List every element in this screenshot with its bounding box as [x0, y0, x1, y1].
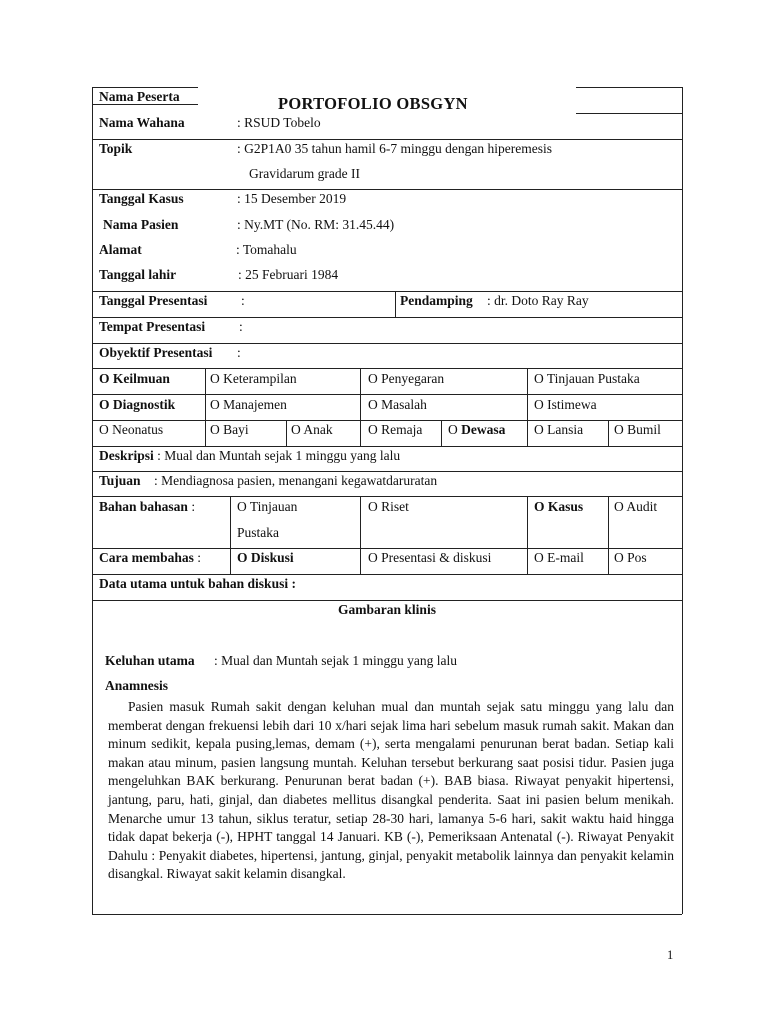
page-number: 1	[667, 948, 674, 962]
table-border-right	[682, 87, 683, 914]
option-manajemen[interactable]: O Manajemen	[210, 397, 287, 412]
page-title: PORTOFOLIO OBSGYN	[278, 94, 468, 113]
tempat-presentasi-value: :	[239, 319, 243, 334]
option-diagnostik[interactable]: O Diagnostik	[99, 397, 176, 412]
option-neonatus[interactable]: O Neonatus	[99, 422, 164, 437]
option-kasus[interactable]: O Kasus	[534, 499, 584, 514]
nama-peserta-label: Nama Peserta	[99, 89, 180, 104]
nama-wahana-label: Nama Wahana	[99, 115, 185, 130]
tanggal-lahir-label: Tanggal lahir	[99, 267, 177, 282]
deskripsi-label: Deskripsi	[99, 448, 154, 463]
tujuan-label: Tujuan	[99, 473, 141, 488]
obyektif-presentasi-label: Obyektif Presentasi	[99, 345, 213, 360]
option-keilmuan[interactable]: O Keilmuan	[99, 371, 170, 386]
tanggal-kasus-label: Tanggal Kasus	[99, 191, 184, 206]
tujuan-value: : Mendiagnosa pasien, menangani kegawatdaruratan	[154, 473, 438, 488]
option-tinjauan-pustaka-line2: Pustaka	[237, 525, 279, 540]
deskripsi-value: : Mual dan Muntah sejak 1 minggu yang lalu	[157, 448, 401, 463]
top-line-left	[92, 87, 198, 88]
option-dewasa-circle: O	[448, 422, 462, 437]
title-right-underline	[576, 113, 682, 114]
option-diskusi[interactable]: O Diskusi	[237, 550, 294, 565]
option-pos[interactable]: O Pos	[614, 550, 647, 565]
option-anak[interactable]: O Anak	[291, 422, 333, 437]
bahan-bahasan-colon: :	[191, 499, 196, 514]
option-lansia[interactable]: O Lansia	[534, 422, 584, 437]
top-line-right	[576, 87, 682, 88]
option-bayi[interactable]: O Bayi	[210, 422, 249, 437]
cara-membahas-label-cell	[99, 550, 201, 566]
option-presentasi-diskusi[interactable]: O Presentasi & diskusi	[368, 550, 492, 565]
option-email[interactable]: O E-mail	[534, 550, 584, 565]
topik-label: Topik	[99, 141, 133, 156]
nama-pasien-value: : Ny.MT (No. RM: 31.45.44)	[237, 217, 395, 232]
bahan-bahasan-label-cell	[99, 499, 195, 515]
data-utama-label: Data utama untuk bahan diskusi :	[99, 576, 296, 591]
option-masalah[interactable]: O Masalah	[368, 397, 427, 412]
tanggal-presentasi-label: Tanggal Presentasi	[99, 293, 208, 308]
tanggal-presentasi-value: :	[241, 293, 245, 308]
table-border-left	[92, 87, 93, 914]
tanggal-kasus-value: : 15 Desember 2019	[237, 191, 347, 206]
bahan-bahasan-label: Bahan bahasan	[99, 499, 188, 514]
alamat-value: : Tomahalu	[236, 242, 297, 257]
option-tinjauan-pustaka[interactable]: O Tinjauan Pustaka	[534, 371, 640, 386]
pendamping-label: Pendamping	[400, 293, 473, 308]
option-penyegaran[interactable]: O Penyegaran	[368, 371, 445, 386]
topik-value-line1: : G2P1A0 35 tahun hamil 6-7 minggu dengan hiperemesis	[237, 141, 552, 156]
keluhan-utama-value: : Mual dan Muntah sejak 1 minggu yang lalu	[214, 653, 457, 668]
tujuan-row	[99, 473, 437, 489]
cara-membahas-colon: :	[197, 550, 202, 565]
option-audit[interactable]: O Audit	[614, 499, 658, 514]
cara-membahas-label: Cara membahas	[99, 550, 194, 565]
gambaran-klinis-title: Gambaran klinis	[338, 602, 436, 617]
anamnesis-paragraph: Pasien masuk Rumah sakit dengan keluhan mual dan muntah sejak satu minggu yang lalu dan memberat dengan frekuensi lebih dari 10 x/hari sejak lima hari sebelum masuk rumah sakit. Makan dan minum sedikit, kepala pusing,lemas, demam (+), serta mengalami penurunan berat badan. Setiap kali makan atau minum, pasien langsung muntah. Keluhan tersebut berkurang saat posisi tidur. Pasien juga mengeluhkan BAK berkurang. Penurunan berat badan (+). BAB biasa. Riwayat penyakit hipertensi, jantung, paru, hati, ginjal, dan diabetes mellitus disangkal penderita. Saat ini pasien belum menikah. Menarche umur 13 tahun, siklus teratur, setiap 28-30 hari, lamanya 5-6 hari, sakit waktu haid hingga tidak dapat bekerja (-), HPHT tanggal 14 Januari. KB (-), Pemeriksaan Antenatal (-). Riwayat Penyakit Dahulu : Penyakit diabetes, hipertensi, jantung, ginjal, penyakit metabolik lainnya dan penyakit kelamin disangkal. Riwayat sakit kelamin disangkal.	[108, 699, 674, 882]
option-istimewa[interactable]: O Istimewa	[534, 397, 597, 412]
deskripsi-row	[99, 448, 400, 464]
option-bumil[interactable]: O Bumil	[614, 422, 661, 437]
option-dewasa-label: Dewasa	[461, 422, 506, 437]
option-keterampilan[interactable]: O Keterampilan	[210, 371, 297, 386]
anamnesis-title: Anamnesis	[105, 678, 169, 693]
option-dewasa[interactable]	[448, 422, 505, 438]
option-remaja[interactable]: O Remaja	[368, 422, 423, 437]
keluhan-utama-label: Keluhan utama	[105, 653, 195, 668]
alamat-label: Alamat	[99, 242, 142, 257]
tanggal-lahir-value: : 25 Februari 1984	[238, 267, 339, 282]
obyektif-presentasi-value: :	[237, 345, 241, 360]
option-riset[interactable]: O Riset	[368, 499, 409, 514]
pendamping-value: : dr. Doto Ray Ray	[487, 293, 589, 308]
topik-value-line2: Gravidarum grade II	[249, 166, 360, 181]
tempat-presentasi-label: Tempat Presentasi	[99, 319, 206, 334]
nama-wahana-value: : RSUD Tobelo	[237, 115, 321, 130]
nama-pasien-label: Nama Pasien	[103, 217, 179, 232]
option-tinjauan-pustaka-line1[interactable]: O Tinjauan	[237, 499, 298, 514]
